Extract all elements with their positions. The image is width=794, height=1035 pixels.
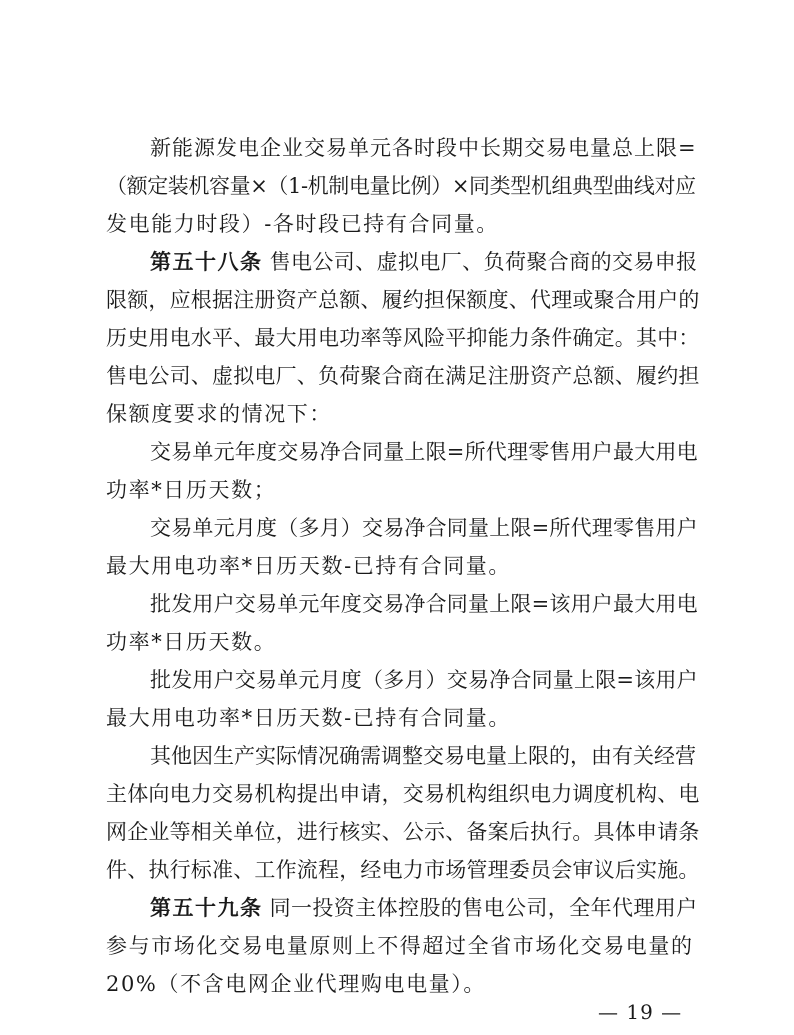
text-line: 售电公司、虚拟电厂、负荷聚合商的交易申报 — [262, 250, 698, 274]
article-58-heading: 第五十八条 — [150, 250, 263, 274]
article-59-heading: 第五十九条 — [150, 896, 263, 920]
text-line: 售电公司、虚拟电厂、负荷聚合商在满足注册资产总额、履约担 — [106, 364, 700, 388]
text-line: 发电能力时段）-各时段已持有合同量。 — [106, 212, 499, 236]
text-line: 最大用电功率*日历天数-已持有合同量。 — [106, 554, 511, 578]
text-line: 网企业等相关单位，进行核实、公示、备案后执行。具体申请条 — [106, 820, 700, 844]
text-line: 限额，应根据注册资产总额、履约担保额度、代理或聚合用户的 — [106, 288, 700, 312]
text-line: 批发用户交易单元年度交易净合同量上限=该用户最大用电 — [150, 592, 698, 616]
text-line: 20%（不含电网企业代理购电电量）。 — [106, 972, 486, 996]
text-line: （额定装机容量×（1-机制电量比例）×同类型机组典型曲线对应 — [106, 174, 696, 198]
text-line: 主体向电力交易机构提出申请，交易机构组织电力调度机构、电 — [106, 782, 700, 806]
text-line: 交易单元年度交易净合同量上限=所代理零售用户最大用电 — [150, 440, 698, 464]
text-line: 新能源发电企业交易单元各时段中长期交易电量总上限= — [150, 136, 697, 160]
article-59-first-line — [150, 893, 698, 923]
text-line: 同一投资主体控股的售电公司，全年代理用户 — [262, 896, 698, 920]
text-line: 件、执行标准、工作流程，经电力市场管理委员会审议后实施。 — [106, 858, 700, 882]
text-line: 保额度要求的情况下： — [106, 402, 332, 426]
text-line: 功率*日历天数。 — [106, 630, 277, 654]
page-number: — 19 — — [598, 1000, 683, 1024]
text-line: 历史用电水平、最大用电功率等风险平抑能力条件确定。其中： — [106, 326, 700, 350]
text-line: 参与市场化交易电量原则上不得超过全省市场化交易电量的 — [106, 934, 694, 958]
text-line: 其他因生产实际情况确需调整交易电量上限的，由有关经营 — [150, 744, 696, 768]
text-line: 交易单元月度（多月）交易净合同量上限=所代理零售用户 — [150, 516, 698, 540]
article-58-first-line — [150, 247, 698, 277]
text-line: 批发用户交易单元月度（多月）交易净合同量上限=该用户 — [150, 668, 698, 692]
text-line: 最大用电功率*日历天数-已持有合同量。 — [106, 706, 511, 730]
text-line: 功率*日历天数； — [106, 478, 277, 502]
